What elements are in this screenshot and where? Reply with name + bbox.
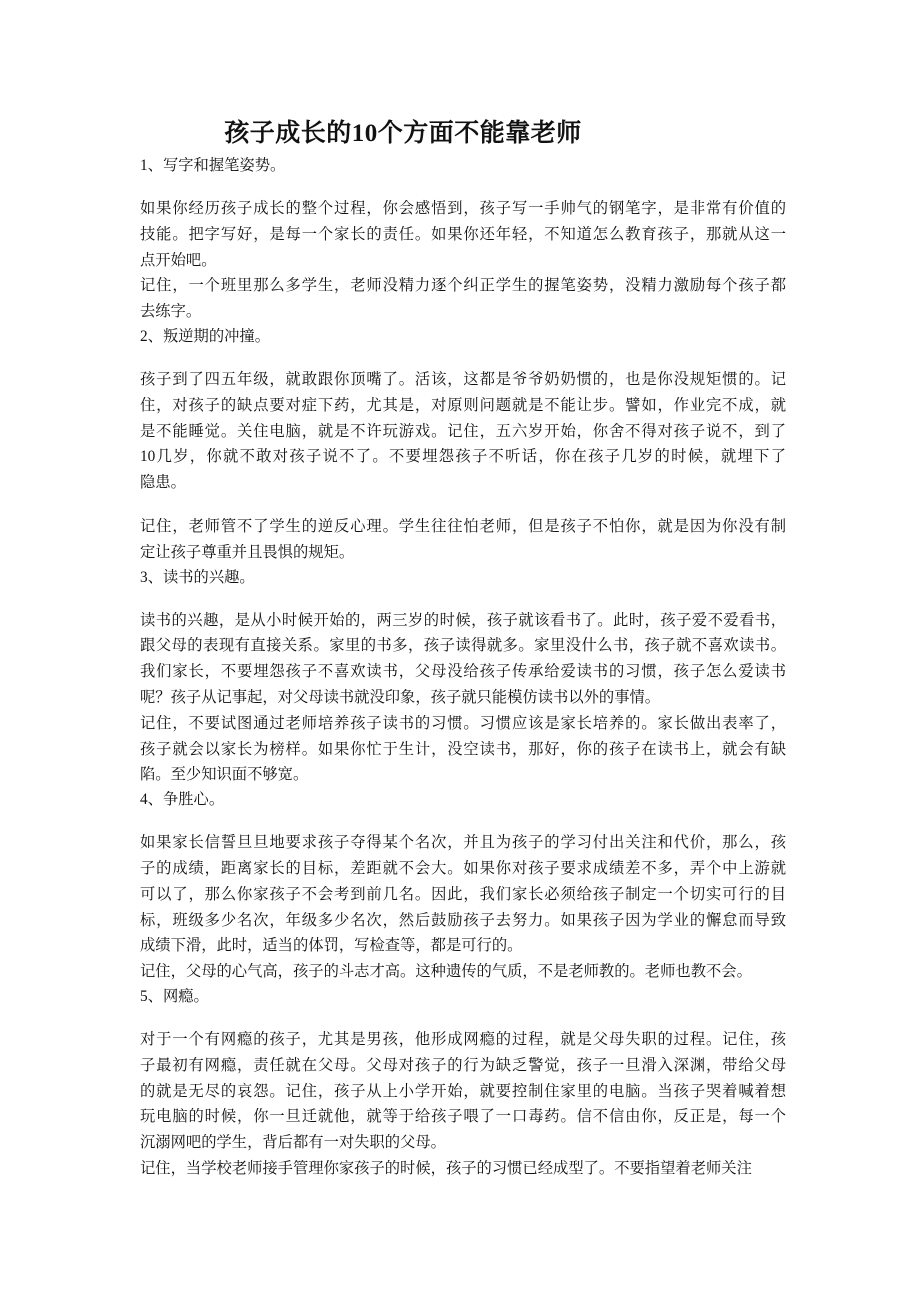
- text-line: 的就是无尽的哀怨。记住，孩子从上小学开始，就要控制住家里的电脑。当孩子哭着喊着想: [140, 1082, 786, 1100]
- blank-line: [140, 590, 786, 608]
- text-line: 我们家长，不要埋怨孩子不喜欢读书，父母没给孩子传承给爱读书的习惯，孩子怎么爱读书: [140, 663, 786, 681]
- section-5: [140, 985, 786, 1182]
- text-line: 成绩下滑，此时，适当的体罚，写检查等，都是可行的。: [140, 937, 523, 955]
- text-line: 标，班级多少名次，年级多少名次，然后鼓励孩子去努力。如果孩子因为学业的懈怠而导致: [140, 911, 786, 929]
- text-line: 隐患。: [140, 474, 186, 492]
- paragraph: [140, 608, 786, 711]
- text-line: 陷。至少知识面不够宽。: [140, 766, 309, 784]
- section-heading: 5、网瘾。: [140, 987, 209, 1005]
- paragraph: [140, 273, 786, 325]
- text-line: 定让孩子尊重并且畏惧的规矩。: [140, 543, 355, 561]
- document-body: [140, 154, 786, 1182]
- text-line: 可以了，那么你家孩子不会考到前几名。因此，我们家长必须给孩子制定一个切实可行的目: [140, 885, 786, 903]
- text-line: 10几岁，你就不敢对孩子说不了。不要埋怨孩子不听话，你在孩子几岁的时候，就埋下了: [140, 448, 786, 466]
- text-line: 住，对孩子的缺点要对症下药，尤其是，对原则问题就是不能让步。譬如，作业完不成，就: [140, 396, 786, 414]
- text-line: 孩子到了四五年级，就敢跟你顶嘴了。活该，这都是爷爷奶奶惯的，也是你没规矩惯的。记: [140, 370, 786, 388]
- text-line: 如果家长信誓旦旦地要求孩子夺得某个名次，并且为孩子的学习付出关注和代价，那么，孩: [140, 834, 786, 852]
- paragraph: [140, 196, 786, 273]
- section-heading: 1、写字和握笔姿势。: [140, 157, 286, 174]
- text-line: 沉溺网吧的学生，背后都有一对失职的父母。: [140, 1134, 446, 1152]
- section-2: [140, 325, 786, 566]
- text-line: 记住，父母的心气高，孩子的斗志才高。这种遗传的气质，不是老师教的。老师也教不会。: [140, 963, 752, 981]
- paragraph: [140, 514, 786, 566]
- text-line: 技能。把字写好，是每一个家长的责任。如果你还年轻，不知道怎么教育孩子，那就从这一: [140, 225, 786, 243]
- blank-line: [140, 496, 786, 514]
- document-title: 孩子成长的10个方面不能靠老师: [224, 120, 582, 147]
- paragraph: [140, 711, 786, 788]
- paragraph: [140, 959, 786, 985]
- text-line: 点开始吧。: [140, 251, 217, 269]
- blank-line: [140, 1009, 786, 1027]
- text-line: 读书的兴趣，是从小时候开始的，两三岁的时候，孩子就该看书了。此时，孩子爱不爱看书，: [140, 611, 786, 629]
- section-heading: 4、争胜心。: [140, 791, 225, 809]
- paragraph: [140, 367, 786, 496]
- text-line: 跟父母的表现有直接关系。家里的书多，孩子读得就多。家里没什么书，孩子就不喜欢读书。: [140, 637, 786, 655]
- text-line: 对于一个有网瘾的孩子，尤其是男孩，他形成网瘾的过程，就是父母失职的过程。记住，孩: [140, 1030, 786, 1048]
- text-line: 玩电脑的时候，你一旦迁就他，就等于给孩子喂了一口毒药。信不信由你，反正是，每一个: [140, 1108, 786, 1126]
- text-line: 子的成绩，距离家长的目标，差距就不会大。如果你对孩子要求成绩差不多，弄个中上游就: [140, 859, 786, 877]
- paragraph: [140, 1027, 786, 1156]
- text-line: 记住，不要试图通过老师培养孩子读书的习惯。习惯应该是家长培养的。家长做出表率了，: [140, 714, 786, 732]
- text-line: 记住，一个班里那么多学生，老师没精力逐个纠正学生的握笔姿势，没精力激励每个孩子都: [140, 277, 786, 295]
- text-line: 呢？孩子从记事起，对父母读书就没印象，孩子就只能模仿读书以外的事情。: [140, 688, 661, 706]
- blank-line: [140, 812, 786, 830]
- section-1: [140, 154, 786, 325]
- paragraph: [140, 1156, 786, 1182]
- blank-line: [140, 178, 786, 196]
- text-line: 记住，老师管不了学生的逆反心理。学生往往怕老师，但是孩子不怕你，就是因为你没有制: [140, 517, 786, 535]
- section-4: [140, 788, 786, 985]
- text-line: 是不能睡觉。关住电脑，就是不许玩游戏。记住，五六岁开始，你舍不得对孩子说不，到了: [140, 422, 786, 440]
- document-page: [140, 118, 786, 1182]
- section-heading: 2、叛逆期的冲撞。: [140, 327, 271, 345]
- blank-line: [140, 349, 786, 367]
- text-line: 孩子就会以家长为榜样。如果你忙于生计，没空读书，那好，你的孩子在读书上，就会有缺: [140, 740, 786, 758]
- text-line: 如果你经历孩子成长的整个过程，你会感悟到，孩子写一手帅气的钢笔字，是非常有价值的: [140, 200, 786, 217]
- paragraph: [140, 830, 786, 959]
- text-line: 子最初有网瘾，责任就在父母。父母对孩子的行为缺乏警觉，孩子一旦滑入深渊，带给父母: [140, 1056, 786, 1074]
- section-heading: 3、读书的兴趣。: [140, 568, 255, 586]
- section-3: [140, 566, 786, 789]
- text-line: 记住，当学校老师接手管理你家孩子的时候，孩子的习惯已经成型了。不要指望着老师关注: [140, 1159, 752, 1177]
- text-line: 去练字。: [140, 303, 202, 321]
